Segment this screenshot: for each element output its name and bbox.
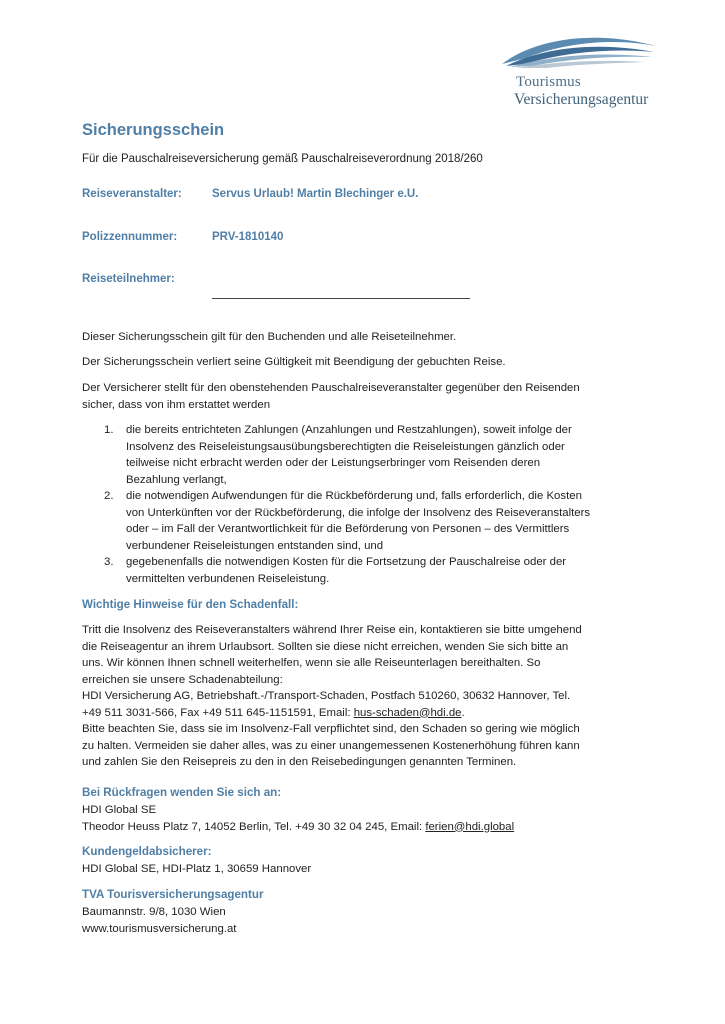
claims-line: Tritt die Insolvenz des Reiseveranstalters während Ihrer Reise ein, kontaktieren sie bitte umgehend bbox=[82, 624, 582, 636]
logo-swoosh-icon bbox=[496, 26, 661, 76]
policy-number-value: PRV-1810140 bbox=[212, 231, 284, 243]
list-item-line: gegebenenfalls die notwendigen Kosten für die Fortsetzung der Pauschalreise oder der bbox=[126, 556, 567, 568]
list-item-line: oder – im Fall der Verantwortlichkeit für die Beförderung von Personen – des Vermittlers bbox=[126, 523, 570, 535]
list-item-line: die bereits entrichteten Zahlungen (Anzahlungen und Restzahlungen), soweit infolge der bbox=[126, 424, 572, 436]
list-item bbox=[104, 554, 624, 587]
claims-line: zu halten. Vermeiden sie daher alles, was zu einer unangemessenen Kostenerhöhung führen kann bbox=[82, 739, 580, 752]
claims-line: erreichen sie unsere Schadenabteilung: bbox=[82, 673, 283, 686]
list-item bbox=[104, 422, 624, 488]
claims-line: die Reiseagentur an ihrem Urlaubsort. Sollten sie diese nicht erreichen, wenden Sie sich bitte an bbox=[82, 640, 569, 653]
guarantor-heading: Kundengeldabsicherer: bbox=[82, 845, 212, 858]
participants-signature-line bbox=[212, 298, 470, 299]
list-item-line: Bezahlung verlangt, bbox=[126, 473, 227, 486]
list-item-number: 1. bbox=[104, 424, 114, 436]
claims-email-link[interactable]: hus-schaden@hdi.de bbox=[353, 706, 462, 719]
paragraph-line: sicher, dass von ihm erstattet werden bbox=[82, 398, 271, 411]
claims-heading: Wichtige Hinweise für den Schadenfall: bbox=[82, 598, 299, 611]
company-logo bbox=[496, 26, 686, 116]
paragraph-validity: Dieser Sicherungsschein gilt für den Buchenden und alle Reiseteilnehmer. bbox=[82, 331, 457, 343]
claims-line: und zahlen Sie den Reisepreis zu den in den Reisebedingungen genannten Terminen. bbox=[82, 756, 517, 768]
claims-contact-text: +49 511 3031-566, Fax +49 511 645-1151591, Email: bbox=[82, 706, 354, 719]
list-item-number: 2. bbox=[104, 490, 114, 502]
questions-email-link[interactable]: ferien@hdi.global bbox=[425, 820, 515, 833]
guarantor-text bbox=[82, 861, 652, 878]
claims-line: Bitte beachten Sie, dass sie im Insolvenz-Fall verpflichtet sind, den Schaden so gering wie möglich bbox=[82, 723, 580, 735]
list-item-line: die notwendigen Aufwendungen für die Rückbeförderung und, falls erforderlich, die Kosten bbox=[126, 490, 582, 502]
paragraph-insurer bbox=[82, 380, 642, 413]
guarantor-address: HDI Global SE, HDI-Platz 1, 30659 Hannover bbox=[82, 863, 312, 875]
questions-text bbox=[82, 802, 652, 835]
tva-address: Baumannstr. 9/8, 1030 Wien bbox=[82, 906, 226, 918]
coverage-list bbox=[104, 422, 624, 587]
tva-heading: TVA Tourisversicherungsagentur bbox=[82, 888, 264, 901]
tva-website-link[interactable]: www.tourismusversicherung.at bbox=[82, 922, 237, 935]
list-item-line: von Unterkünften vor der Rückbeförderung, die infolge der Insolvenz des Reiseveranstalters bbox=[126, 506, 591, 519]
paragraph-expiry: Der Sicherungsschein verliert seine Gültigkeit mit Beendigung der gebuchten Reise. bbox=[82, 356, 506, 368]
questions-heading: Bei Rückfragen wenden Sie sich an: bbox=[82, 786, 282, 799]
list-item-number: 3. bbox=[104, 556, 114, 568]
policy-number-label: Polizzennummer: bbox=[82, 231, 178, 243]
claims-line: HDI Versicherung AG, Betriebshaft.-/Transport-Schaden, Postfach 510260, 30632 Hannover, Tel. bbox=[82, 690, 571, 702]
logo-text-line1: Tourismus bbox=[516, 74, 581, 90]
page-title: Sicherungsschein bbox=[82, 121, 225, 139]
organizer-value: Servus Urlaub! Martin Blechinger e.U. bbox=[212, 188, 419, 200]
claims-line: uns. Wir können Ihnen schnell weiterhelfen, wenn sie alle Reiseunterlagen bereithalten. So bbox=[82, 657, 541, 669]
claims-contact-end: . bbox=[461, 706, 465, 719]
list-item-line: verbundener Reiseleistungen entstanden sind, und bbox=[126, 539, 384, 552]
page-subtitle: Für die Pauschalreiseversicherung gemäß Pauschalreiseverordnung 2018/260 bbox=[82, 153, 483, 165]
participants-label: Reiseteilnehmer: bbox=[82, 273, 175, 285]
questions-address: Theodor Heuss Platz 7, 14052 Berlin, Tel. +49 30 32 04 245, Email: bbox=[82, 820, 426, 833]
list-item bbox=[104, 488, 624, 554]
organizer-label: Reiseveranstalter: bbox=[82, 188, 182, 200]
list-item-line: teilweise nicht erbracht werden oder der Leistungserbringer vom Reisenden deren bbox=[126, 457, 541, 469]
questions-company: HDI Global SE bbox=[82, 804, 157, 816]
list-item-line: Insolvenz des Reiseleistungsausübungsberechtigten die Reiseleistungen gänzlich oder bbox=[126, 440, 565, 453]
paragraph-line: Der Versicherer stellt für den obenstehenden Pauschalreiseveranstalter gegenüber den Reisenden bbox=[82, 382, 580, 394]
claims-text bbox=[82, 622, 652, 771]
claims-contact-line bbox=[82, 705, 652, 722]
logo-text-line2: Versicherungsagentur bbox=[514, 91, 649, 108]
tva-text bbox=[82, 904, 652, 937]
questions-address-line bbox=[82, 819, 652, 836]
list-item-line: vermittelten verbundenen Reiseleistung. bbox=[126, 572, 330, 585]
